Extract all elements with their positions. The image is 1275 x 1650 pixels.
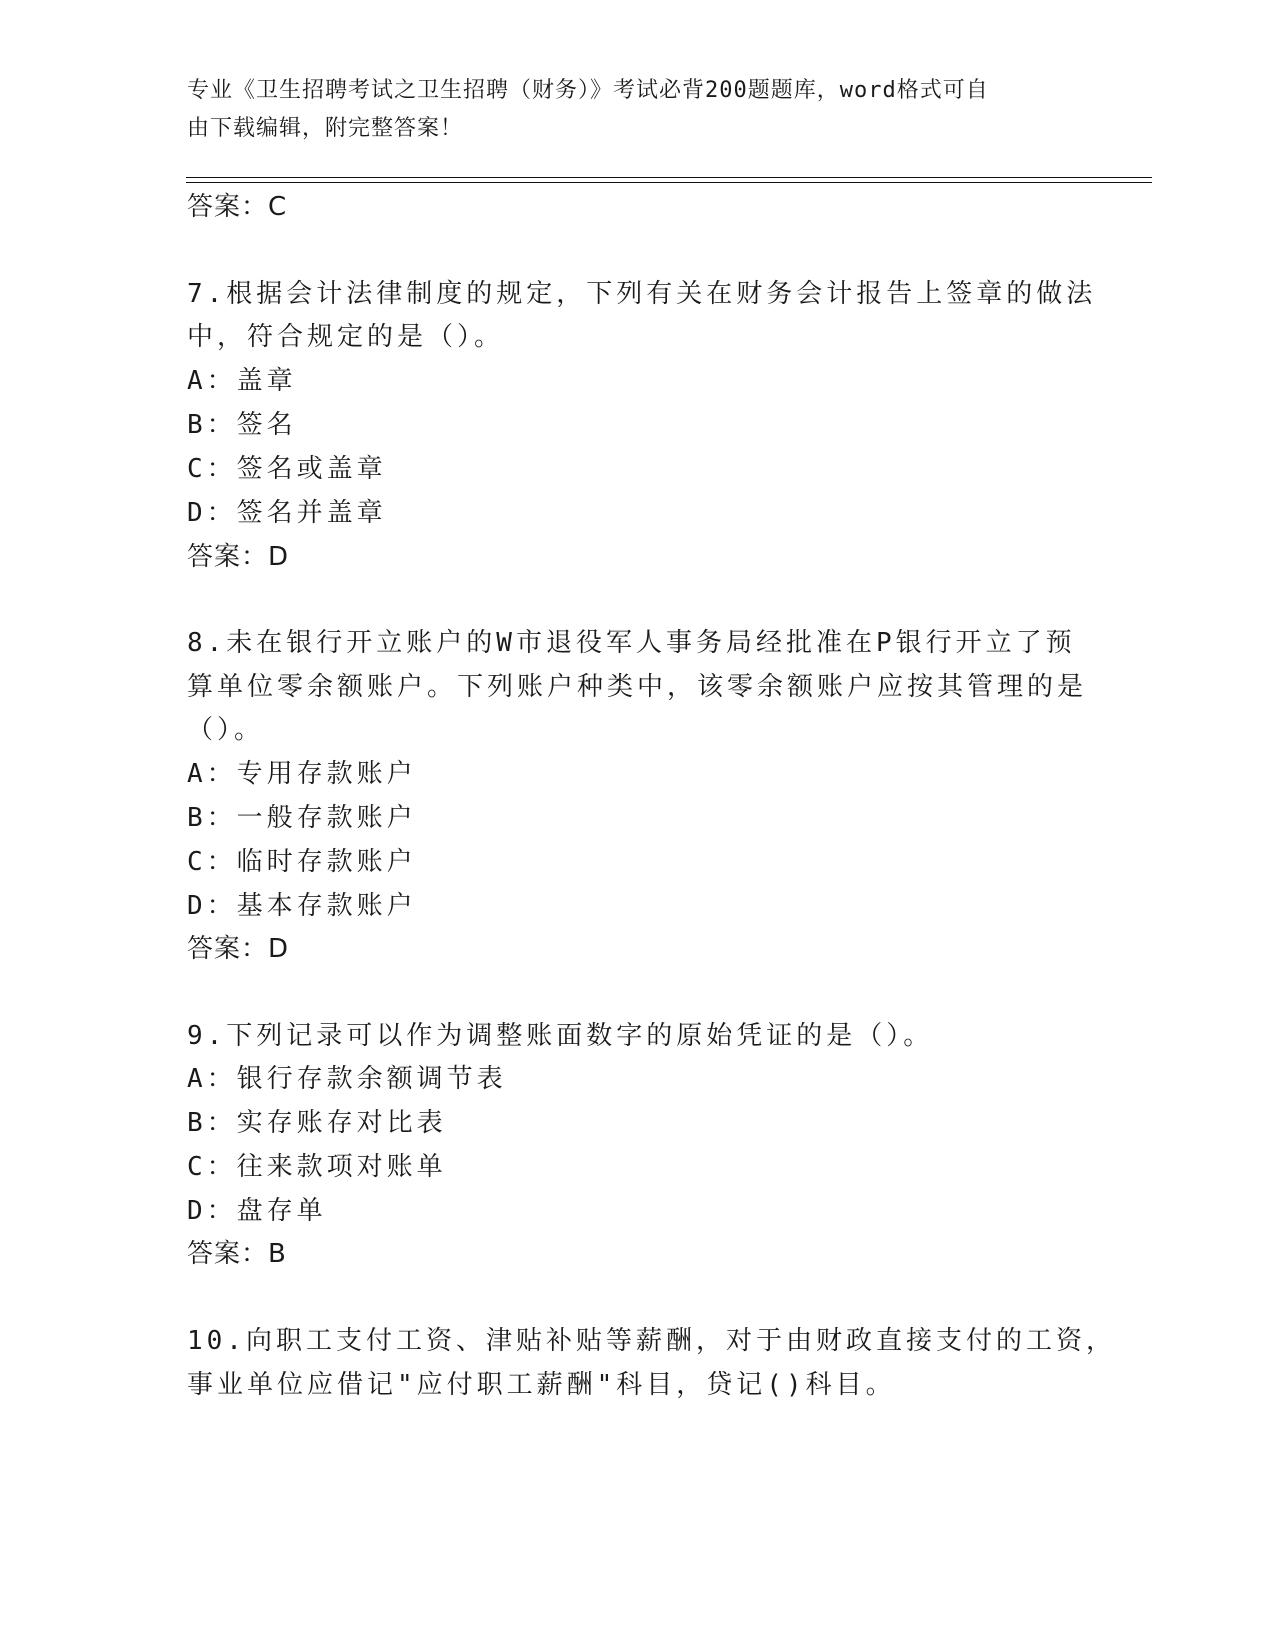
answer: 答案：B	[187, 1239, 287, 1269]
answer: 答案：D	[187, 934, 290, 964]
option-d: D：基本存款账户	[187, 891, 417, 921]
question-stem-line: 9.下列记录可以作为调整账面数字的原始凭证的是（）。	[187, 1021, 934, 1051]
header-rule-bottom	[186, 182, 1152, 183]
question-stem-line: 算单位零余额账户。下列账户种类中，该零余额账户应按其管理的是	[187, 672, 1088, 702]
header-line-2: 由下载编辑，附完整答案！	[187, 116, 464, 141]
question-stem-line: 7.根据会计法律制度的规定，下列有关在财务会计报告上签章的做法	[187, 279, 1097, 309]
option-c: C：往来款项对账单	[187, 1152, 447, 1182]
option-c: C：签名或盖章	[187, 454, 387, 484]
option-c: C：临时存款账户	[187, 847, 417, 877]
option-d: D：盘存单	[187, 1196, 327, 1226]
question-stem-line: 事业单位应借记"应付职工薪酬"科目，贷记()科目。	[187, 1370, 896, 1400]
option-b: B：一般存款账户	[187, 803, 417, 833]
previous-answer: 答案：C	[187, 192, 288, 222]
option-a: A：专用存款账户	[187, 759, 417, 789]
option-d: D：签名并盖章	[187, 498, 387, 528]
header-line-1: 专业《卫生招聘考试之卫生招聘（财务）》考试必背200题题库，word格式可自	[187, 78, 989, 103]
question-stem-line: （）。	[187, 715, 265, 745]
option-b: B：实存账存对比表	[187, 1108, 447, 1138]
question-stem-line: 10.向职工支付工资、津贴补贴等薪酬，对于由财政直接支付的工资，	[187, 1326, 1116, 1356]
option-a: A：盖章	[187, 366, 297, 396]
option-a: A：银行存款余额调节表	[187, 1064, 507, 1094]
page-header	[187, 72, 1067, 148]
question-stem-line: 中，符合规定的是（）。	[187, 322, 505, 352]
header-rule-top	[186, 177, 1152, 178]
option-b: B：签名	[187, 410, 297, 440]
answer: 答案：D	[187, 542, 290, 572]
question-stem-line: 8.未在银行开立账户的W市退役军人事务局经批准在P银行开立了预	[187, 628, 1076, 658]
